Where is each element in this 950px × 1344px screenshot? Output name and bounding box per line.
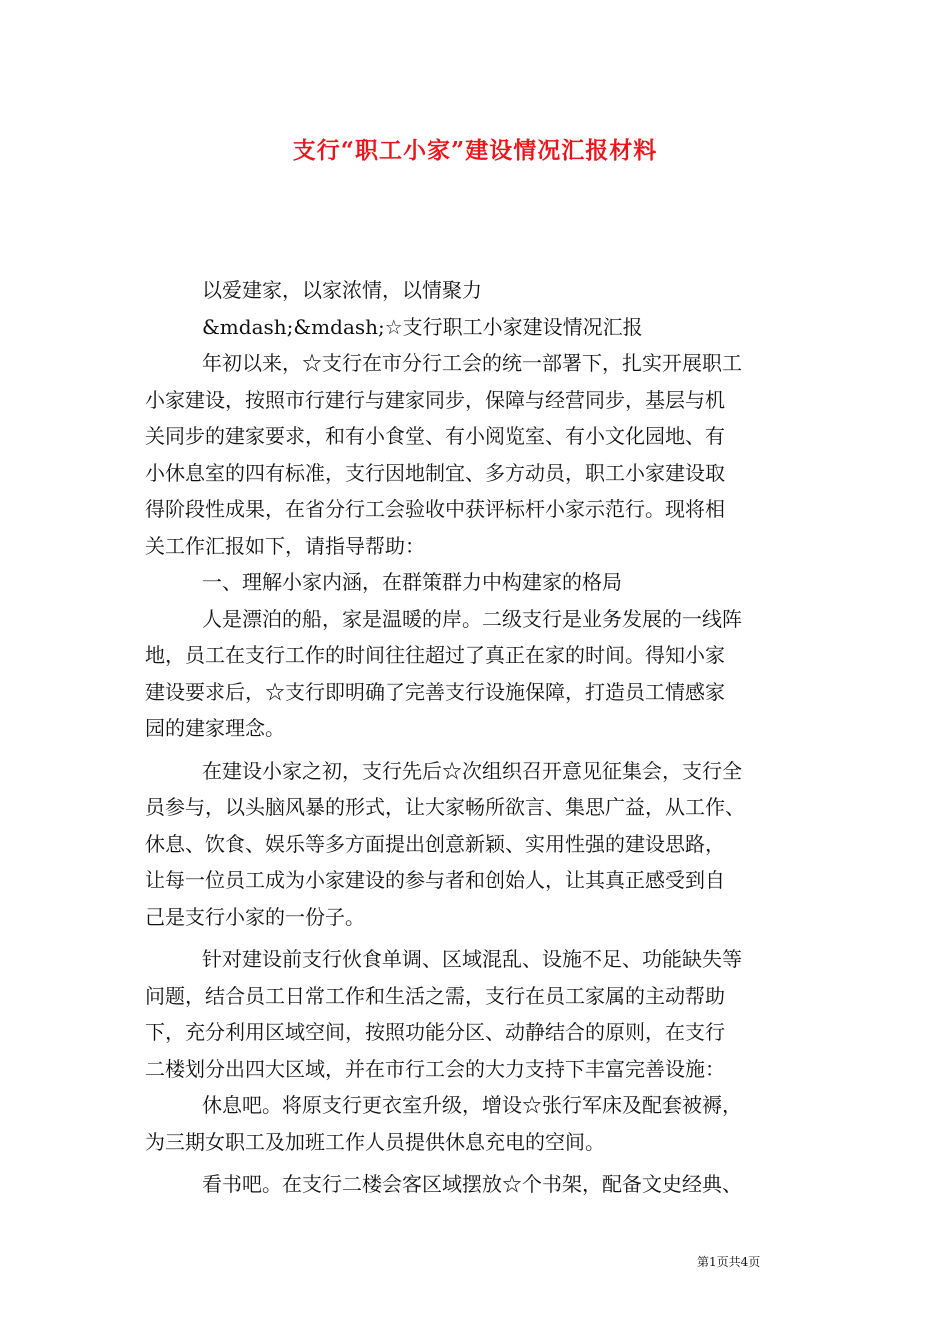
text-line: &mdash;&mdash;☆支行职工小家建设情况汇报 [202, 314, 643, 339]
text-line: 下，充分利用区域空间，按照功能分区、动静结合的原则，在支行 [145, 1020, 725, 1044]
text-line: 休息、饮食、娱乐等多方面提出创意新颖、实用性强的建设思路， [145, 831, 725, 856]
text-line: 问题，结合员工日常工作和生活之需，支行在员工家属的主动帮助 [145, 983, 725, 1008]
text-line: 休息吧。将原支行更衣室升级，增设☆张行军床及配套被褥， [202, 1093, 742, 1117]
text-line: 关同步的建家要求，和有小食堂、有小阅览室、有小文化园地、有 [145, 424, 725, 448]
page-number: 第1页共4页 [697, 1255, 761, 1269]
text-line: 己是支行小家的一份子。 [145, 904, 365, 929]
text-line: 员参与，以头脑风暴的形式，让大家畅所欲言、集思广益，从工作、 [145, 795, 745, 819]
text-line: 园的建家理念。 [145, 716, 285, 740]
text-line: 针对建设前支行伙食单调、区域混乱、设施不足、功能缺失等 [202, 947, 742, 971]
text-line: 小家建设，按照市行建行与建家同步，保障与经营同步，基层与机 [145, 387, 725, 412]
text-line: 以爱建家，以家浓情，以情聚力 [202, 278, 482, 302]
text-line: 为三期女职工及加班工作人员提供休息充电的空间。 [145, 1129, 605, 1154]
document-title: 支行“职工小家”建设情况汇报材料 [292, 137, 658, 164]
text-line: 二楼划分出四大区域，并在市行工会的大力支持下丰富完善设施： [145, 1056, 725, 1081]
document-body [145, 272, 810, 1203]
text-line: 小休息室的四有标准，支行因地制宜、多方动员，职工小家建设取 [145, 460, 725, 485]
text-line: 让每一位员工成为小家建设的参与者和创始人，让其真正感受到自 [145, 868, 725, 892]
text-line: 年初以来，☆支行在市分行工会的统一部署下，扎实开展职工 [202, 351, 742, 375]
text-line: 得阶段性成果，在省分行工会验收中获评标杆小家示范行。现将相 [145, 497, 725, 521]
text-line: 人是漂泊的船，家是温暖的岸。二级支行是业务发展的一线阵 [202, 606, 742, 631]
text-line: 关工作汇报如下，请指导帮助： [145, 533, 425, 558]
text-line: 一、理解小家内涵，在群策群力中构建家的格局 [202, 570, 622, 594]
text-line: 地，员工在支行工作的时间往往超过了真正在家的时间。得知小家 [145, 643, 725, 667]
text-line: 建设要求后，☆支行即明确了完善支行设施保障，打造员工情感家 [145, 679, 725, 704]
text-line: 在建设小家之初，支行先后☆次组织召开意见征集会，支行全 [202, 758, 742, 783]
text-line: 看书吧。在支行二楼会客区域摆放☆个书架，配备文史经典、 [202, 1172, 742, 1196]
